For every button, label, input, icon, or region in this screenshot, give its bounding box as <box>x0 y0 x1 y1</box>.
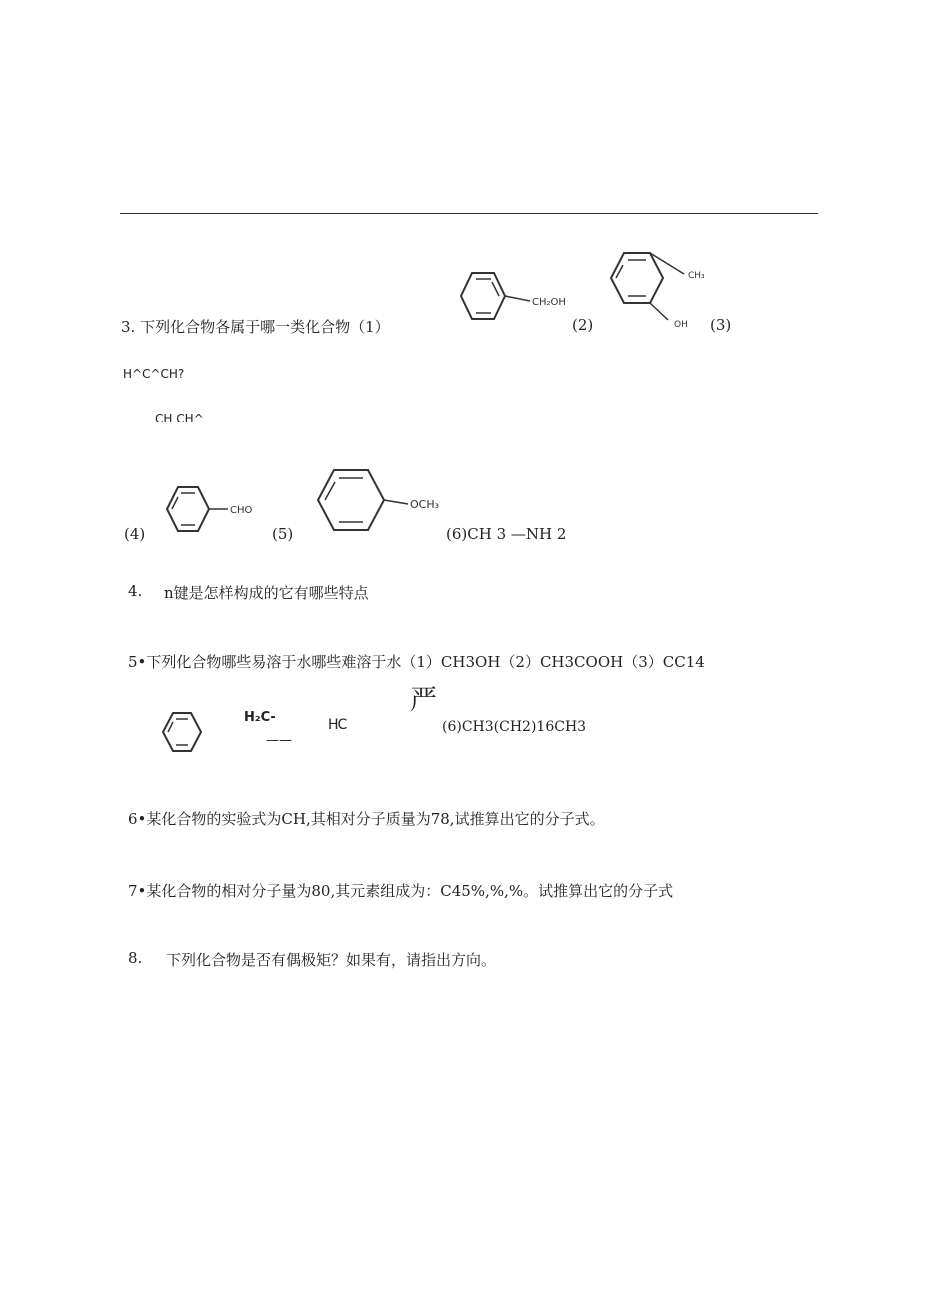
q5-char: 严 <box>410 685 437 716</box>
q5-text: 5•下列化合物哪些易溶于水哪些难溶于水（1）CH3OH（2）CH3COOH（3）CC14 <box>128 653 705 671</box>
q3-n4: (4) <box>124 525 146 543</box>
benzaldehyde-structure <box>160 482 280 542</box>
q3-n3: (3) <box>710 316 732 334</box>
q3-text: 3. 下列化合物各属于哪一类化合物（1） <box>121 318 390 336</box>
q3-n6: (6)CH 3 —NH 2 <box>446 525 567 543</box>
q4-num: 4. <box>128 582 143 600</box>
o-cresol-structure <box>606 248 721 338</box>
anisole-structure <box>312 466 452 538</box>
q7-text: 7•某化合物的相对分子量为80,其元素组成为：C45%,%,%。试推算出它的分子式 <box>128 882 674 900</box>
q3-n2: (2) <box>572 316 594 334</box>
ch2oh-label: CH₂OH <box>532 297 566 308</box>
q5-n6: (6)CH3(CH2)16CH3 <box>442 719 587 735</box>
oh-label: OH <box>674 320 688 330</box>
och3-label: OCH₃ <box>410 498 440 511</box>
q5-hc-fragment: HC <box>328 717 347 733</box>
cho-label: CHO <box>230 505 253 516</box>
q5-dashes: —— <box>266 733 292 748</box>
q3-line2: CH CH^ <box>155 412 204 422</box>
q3-line1: H^C^CH? <box>123 367 185 381</box>
ch3-label: CH₃ <box>688 271 705 281</box>
q3-n5: (5) <box>272 525 294 543</box>
q6-text: 6•某化合物的实验式为CH,其相对分子质量为78,试推算出它的分子式。 <box>128 810 605 828</box>
q5-h2c: H₂C- <box>244 710 276 725</box>
q5-benzene-structure <box>158 710 210 756</box>
q8-text: 下列化合物是否有偶极矩？如果有，请指出方向。 <box>166 951 497 969</box>
q8-num: 8. <box>128 949 143 967</box>
benzyl-alcohol-structure <box>448 268 588 330</box>
q4-text: n键是怎样构成的它有哪些特点 <box>164 584 369 602</box>
top-rule <box>120 213 818 214</box>
